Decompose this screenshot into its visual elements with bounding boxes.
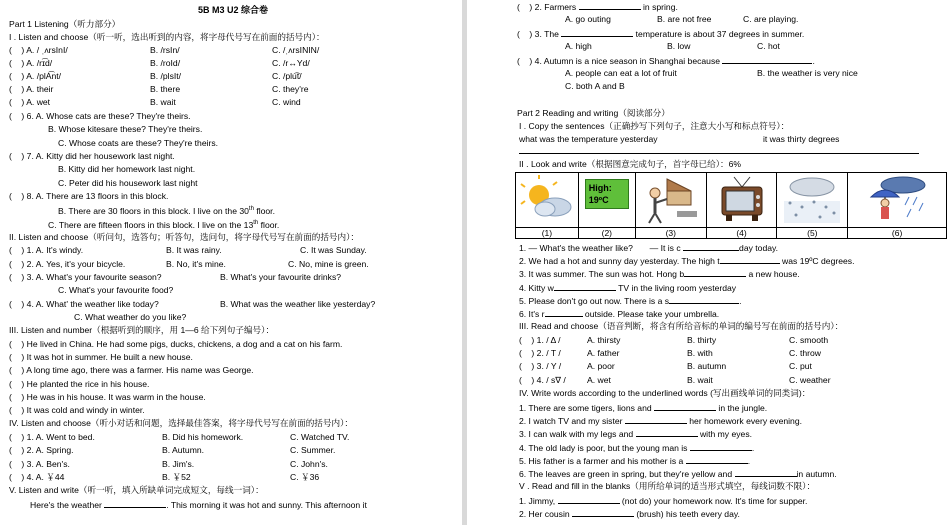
fill-blank[interactable] (684, 268, 746, 277)
option-b: B. ￥52 (162, 472, 191, 482)
look-question-4: 4. Kitty w TV in the living room yesterday (519, 283, 737, 293)
fill-blank[interactable] (720, 255, 780, 264)
picture-2-cell (578, 173, 635, 228)
look-question-3: 3. It was summer. The sun was hot. Hong b a new house. (519, 269, 800, 279)
right-page (467, 0, 949, 525)
fill-question-1: 1. Jimmy, (not do) your homework now. It's time for supper. (519, 496, 808, 506)
number-bracket[interactable]: ( ) He lived in China. He had some pigs, ducks, chickens, a dog and a cat on his farm. (9, 339, 343, 349)
option-c: C. It was Sunday. (300, 245, 367, 255)
copy-sentence-1: what was the temperature yesterday (519, 134, 658, 144)
option-b: B. wait (150, 97, 176, 107)
option-a: A. people can eat a lot of fruit (565, 68, 677, 78)
answer-bracket[interactable]: ( ) 2. Farmers in spring. (517, 2, 678, 12)
fill-blank[interactable] (104, 499, 166, 508)
section-5-title: V. Listen and write（听一听，填入所缺单词完成短文，每线一词）： (9, 485, 264, 495)
rain-umbrella-icon (848, 173, 946, 227)
fill-blank[interactable] (558, 495, 620, 504)
option-b: B. with (687, 348, 713, 358)
part1-heading: Part 1 Listening（听力部分） (9, 19, 121, 29)
option-b: B. It was rainy. (166, 245, 222, 255)
answer-bracket[interactable]: ( ) 4. A. What' the weather like today? (9, 299, 159, 309)
section-2-title: II. Listen and choose（听问句，选答句；听答句，选问句，将字母代号写在前面的括号内）： (9, 232, 360, 242)
picture-label: (6) (848, 228, 947, 239)
option-c: C. What weather do you like? (74, 312, 187, 322)
option-c: C. Watched TV. (290, 432, 350, 442)
answer-bracket[interactable]: ( ) 3. / Y / (519, 361, 562, 371)
answer-bracket[interactable]: ( ) 4. Autumn is a nice season in Shanghai because . (517, 56, 815, 66)
number-bracket[interactable]: ( ) He was in his house. It was warm in the house. (9, 392, 206, 402)
passage-line: Here's the weather . This morning it was hot and sunny. This afternoon it (30, 500, 367, 510)
answer-bracket[interactable]: ( ) 7. A. Kitty did her housework last night. (9, 151, 175, 161)
fill-blank[interactable] (636, 428, 698, 437)
fill-blank[interactable] (722, 55, 812, 64)
answer-bracket[interactable]: ( ) 2. A. Yes, it's your bicycle. (9, 259, 126, 269)
copy-answer-line[interactable] (519, 153, 919, 154)
left-page (0, 0, 462, 525)
option-c: C. ￥36 (290, 472, 320, 482)
option-b: B. the weather is very nice (757, 68, 858, 78)
house-builder-icon (636, 173, 706, 227)
cloudy-sun-icon (516, 173, 578, 227)
picture-3-cell (635, 173, 706, 228)
fill-question-2: 2. Her cousin (brush) his teeth every day. (519, 509, 740, 519)
answer-bracket[interactable]: ( ) A. wet (9, 97, 51, 107)
option-c: C. What's your favourite food? (58, 285, 174, 295)
option-c: C. throw (789, 348, 821, 358)
option-c: C. hot (757, 41, 780, 51)
option-c: C. No, mine is green. (288, 259, 369, 269)
fill-blank[interactable] (545, 308, 583, 317)
option-b: B. thirty (687, 335, 717, 345)
option-c: C. Peter did his housework last night (58, 178, 198, 188)
answer-bracket[interactable]: ( ) 2. / T / (519, 348, 561, 358)
word-question-4: 4. The old lady is poor, but the young man is . (519, 443, 755, 453)
answer-bracket[interactable]: ( ) 1. A. Went to bed. (9, 432, 95, 442)
word-question-5: 5. His father is a farmer and his mother is a . (519, 456, 751, 466)
option-a: A. high (565, 41, 592, 51)
option-b: B. Autumn. (162, 445, 205, 455)
picture-6-cell (848, 173, 947, 228)
number-bracket[interactable]: ( ) It was hot in summer. He built a new house. (9, 352, 193, 362)
option-b: B. Whose kitesare these? They're theirs. (48, 124, 203, 134)
word-question-3: 3. I can walk with my legs and with my eyes. (519, 429, 753, 439)
look-question-2: 2. We had a hot and sunny day yesterday. The high t was 19ºC degrees. (519, 256, 855, 266)
snow-icon (777, 173, 847, 227)
fill-blank[interactable] (554, 282, 616, 291)
option-a: A. thirsty (587, 335, 621, 345)
answer-bracket[interactable]: ( ) 6. A. Whose cats are these? They're theirs. (9, 111, 191, 121)
option-a: A. father (587, 348, 620, 358)
option-c: C. weather (789, 375, 831, 385)
copy-sentence-2: it was thirty degrees (763, 134, 840, 144)
fill-blank[interactable] (690, 442, 752, 451)
fill-blank[interactable] (669, 295, 739, 304)
option-a: A. go outing (565, 14, 611, 24)
picture-label: (4) (706, 228, 777, 239)
look-question-6: 6. It's r outside. Please take your umbrella. (519, 309, 720, 319)
number-bracket[interactable]: ( ) It was cold and windy in winter. (9, 405, 145, 415)
look-section-title: II . Look and write（根据图意完成句子，首字母已给）：6% (519, 159, 742, 169)
section-5-title: V . Read and fill in the blanks（用所给单词的适当形式填空，每线词数不限）： (519, 481, 816, 491)
number-bracket[interactable]: ( ) A long time ago, there was a farmer. His name was George. (9, 365, 254, 375)
option-c: C. smooth (789, 335, 829, 345)
answer-bracket[interactable]: ( ) 3. A. What's your favourite season? (9, 272, 162, 282)
fill-blank[interactable] (735, 468, 797, 477)
answer-bracket[interactable]: ( ) 4. A. ￥44 (9, 472, 65, 482)
option-c: C. /ˌʌrsININ/ (272, 45, 320, 55)
picture-4-cell (706, 173, 777, 228)
option-b: B. Kitty did her homework last night. (58, 164, 196, 174)
option-c: C. are playing. (743, 14, 799, 24)
option-c: C. they're (272, 84, 309, 94)
option-b: B. are not free (657, 14, 712, 24)
answer-bracket[interactable]: ( ) 1. / Δ / (519, 335, 561, 345)
look-question-5: 5. Please don't go out now. There is a s . (519, 296, 742, 306)
option-c: C. put (789, 361, 812, 371)
option-b: B. there (150, 84, 181, 94)
picture-table (515, 172, 947, 239)
option-c: C. Whose coats are these? They're theirs. (58, 138, 219, 148)
picture-label: (5) (777, 228, 848, 239)
option-b: B. autumn (687, 361, 727, 371)
word-question-1: 1. There are some tigers, lions and in the jungle. (519, 403, 768, 413)
option-a: A. wet (587, 375, 611, 385)
answer-bracket[interactable]: ( ) 8. A. There are 13 floors in this block. (9, 191, 169, 201)
option-b: B. What's your favourite drinks? (220, 272, 342, 282)
picture-label: (2) (578, 228, 635, 239)
picture-1-cell (516, 173, 579, 228)
option-c: C. /plu͡t/ (272, 71, 302, 81)
fill-blank[interactable] (572, 508, 634, 517)
picture-label: (3) (635, 228, 706, 239)
section-4-title: IV. Write words according to the underlined words (写出画线单词的同类词)： (519, 388, 811, 398)
option-b: B. What was the weather like yesterday? (220, 299, 376, 309)
option-b: B. Did his homework. (162, 432, 244, 442)
option-c: C. wind (272, 97, 301, 107)
word-question-2: 2. I watch TV and my sister her homework every evening. (519, 416, 802, 426)
option-c: C. /r↔Yd/ (272, 58, 310, 68)
option-b: B. /plsIt/ (150, 71, 182, 81)
fill-blank[interactable] (625, 415, 687, 424)
part2-heading: Part 2 Reading and writing（阅读部分） (517, 108, 670, 118)
answer-bracket[interactable]: ( ) A. /plA͡nt/ (9, 71, 62, 81)
fill-blank[interactable] (654, 402, 716, 411)
option-b: B. /roId/ (150, 58, 181, 68)
option-b: B. wait (687, 375, 713, 385)
option-c: C. Summer. (290, 445, 336, 455)
option-b: B. No, it's mine. (166, 259, 226, 269)
section-3-title: III. Listen and number（根据听到的顺序，用 1—6 给下列句子编号）： (9, 325, 275, 335)
option-b: B. /rsIn/ (150, 45, 180, 55)
section-4-title: IV. Listen and choose（听小对话和问题，选择最佳答案，将字母代号写在前面的括号内）： (9, 418, 353, 428)
picture-5-cell (777, 173, 848, 228)
fill-blank[interactable] (579, 1, 641, 10)
section-3-title: III. Read and choose（语音判断，将含有所给音标的单词的编号写在前面的括号内）： (519, 321, 844, 331)
section-1-title: I . Listen and choose（听一听，选出听到的内容，将字母代号写在前面的括号内）： (9, 32, 325, 42)
option-b: B. There are 30 floors in this block. I live on the 30th floor. (58, 205, 275, 216)
answer-bracket[interactable]: ( ) 3. A. Ben's. (9, 459, 70, 469)
answer-bracket[interactable]: ( ) 1. A. It's windy. (9, 245, 84, 255)
option-c: C. John's. (290, 459, 328, 469)
look-question-1: 1. — What's the weather like? — It is c day today. (519, 243, 779, 253)
temperature-label: High: 19ºC (585, 179, 629, 209)
answer-bracket[interactable]: ( ) A. their (9, 84, 54, 94)
copy-section-title: I . Copy the sentences（正确抄写下列句子，注意大小写和标点符号）： (519, 121, 790, 131)
worksheet-title: 5B M3 U2 综合卷 (198, 5, 269, 15)
option-b: B. low (667, 41, 691, 51)
option-b: B. Jim's. (162, 459, 195, 469)
answer-bracket[interactable]: ( ) A. / ˌʌrsInI/ (9, 45, 68, 55)
fill-blank[interactable] (683, 242, 739, 251)
answer-bracket[interactable]: ( ) 4. / s∇ / (519, 375, 566, 385)
option-a: A. poor (587, 361, 615, 371)
fill-blank[interactable] (686, 455, 748, 464)
answer-bracket[interactable]: ( ) 2. A. Spring. (9, 445, 74, 455)
number-bracket[interactable]: ( ) He planted the rice in his house. (9, 379, 150, 389)
picture-label: (1) (516, 228, 579, 239)
option-c: C. both A and B (565, 81, 625, 91)
answer-bracket[interactable]: ( ) 3. The temperature is about 37 degrees in summer. (517, 29, 805, 39)
answer-bracket[interactable]: ( ) A. /rɪ͡d/ (9, 58, 53, 68)
option-c: C. There are fifteen floors in this block. I live on the 13th floor. (48, 219, 280, 230)
word-question-6: 6. The leaves are green in spring, but they're yellow and in autumn. (519, 469, 837, 479)
fill-blank[interactable] (561, 28, 633, 37)
tv-icon (707, 173, 777, 227)
